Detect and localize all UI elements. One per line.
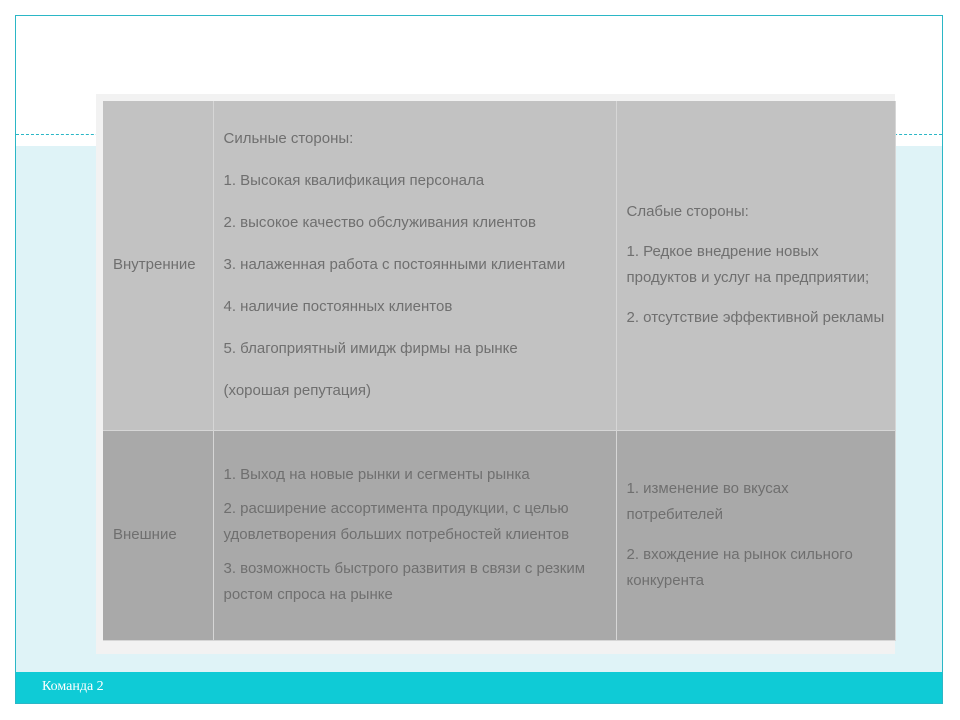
list-item: 3. возможность быстрого развития в связи с резким ростом спроса на рынке (223, 560, 586, 603)
row-label-external: Внешние (103, 430, 213, 640)
list-item: 4. наличие постоянных клиентов (223, 298, 453, 316)
swot-table (103, 101, 896, 641)
swot-table-card (96, 94, 895, 654)
list-item: 1. Редкое внедрение новых продуктов и услуг на предприятии; (626, 243, 870, 287)
threats-cell (616, 430, 895, 640)
footer-bar (16, 672, 942, 704)
table-row-external (103, 430, 895, 640)
opportunities-cell (213, 430, 616, 640)
slide (15, 15, 943, 704)
list-item: 1. Выход на новые рынки и сегменты рынка (223, 466, 530, 483)
list-item: 1. Высокая квалификация персонала (223, 172, 485, 190)
table-row-internal (103, 101, 895, 430)
weaknesses-cell (616, 101, 895, 430)
list-item: 5. благоприятный имидж фирмы на рынке (223, 340, 518, 358)
weaknesses-heading: Слабые стороны: (626, 203, 749, 221)
list-item: 2. отсутствие эффективной рекламы (626, 309, 885, 327)
strengths-cell (213, 101, 616, 430)
list-item: 1. изменение во вкусах потребителей (626, 480, 789, 523)
list-item: 2. вхождение на рынок сильного конкурента (626, 546, 853, 589)
list-item: (хорошая репутация) (223, 382, 371, 400)
row-label-internal: Внутренние (103, 101, 213, 430)
list-item: 2. высокое качество обслуживания клиентов (223, 214, 536, 232)
list-item: 3. налаженная работа с постоянными клиентами (223, 256, 566, 274)
strengths-heading: Сильные стороны: (223, 130, 354, 148)
list-item: 2. расширение ассортимента продукции, с целью удовлетворения больших потребностей клиентов (223, 500, 570, 543)
footer-text: Команда 2 (42, 679, 104, 694)
